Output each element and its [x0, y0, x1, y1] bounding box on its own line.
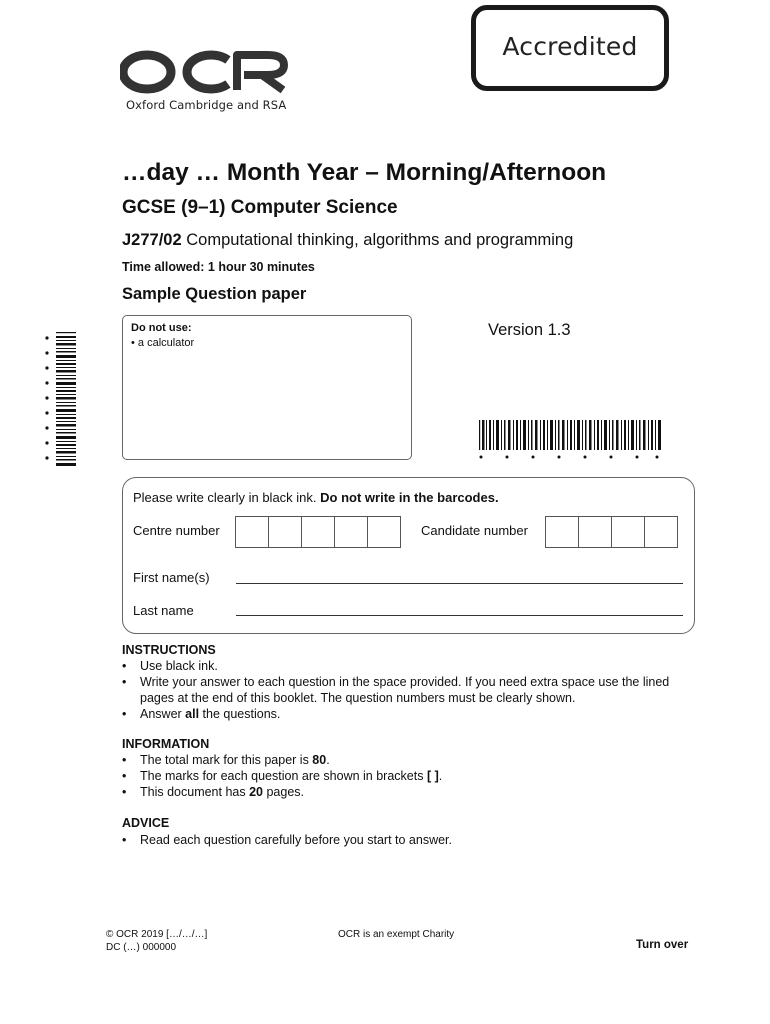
list-item: • Read each question carefully before you start to answer.: [122, 832, 702, 848]
list-item: • Answer all the questions.: [122, 706, 702, 722]
last-name-field[interactable]: [236, 615, 683, 616]
centre-number-cell[interactable]: [334, 516, 368, 548]
list-item: • The marks for each question are shown in brackets [ ].: [122, 768, 702, 784]
version-label: Version 1.3: [488, 321, 571, 339]
turn-over-label: Turn over: [636, 939, 689, 951]
unit-title: Computational thinking, algorithms and programming: [186, 231, 574, 249]
advice-heading: ADVICE: [122, 816, 170, 830]
first-name-label: First name(s): [133, 570, 210, 585]
list-item: • The total mark for this paper is 80.: [122, 752, 702, 768]
centre-number-cell[interactable]: [367, 516, 401, 548]
list-item: • This document has 20 pages.: [122, 784, 702, 800]
candidate-number-cell[interactable]: [578, 516, 612, 548]
list-item: • Use black ink.: [122, 658, 702, 674]
do-not-use-item: • a calculator: [131, 337, 195, 349]
time-allowed: Time allowed: 1 hour 30 minutes: [122, 260, 315, 274]
charity-notice: OCR is an exempt Charity: [338, 929, 455, 940]
instructions-heading: INSTRUCTIONS: [122, 643, 216, 657]
centre-number-cell[interactable]: [268, 516, 302, 548]
unit-title-line: [122, 231, 573, 250]
instructions-list: [122, 658, 702, 722]
document-code: DC (…) 000000: [106, 942, 177, 953]
write-note-bold: Do not write in the barcodes.: [320, 490, 499, 505]
candidate-number-cell[interactable]: [611, 516, 645, 548]
candidate-number-field[interactable]: [546, 516, 678, 548]
copyright-line: © OCR 2019 […/…/…]: [106, 929, 208, 940]
last-name-label: Last name: [133, 603, 194, 618]
centre-number-cell[interactable]: [235, 516, 269, 548]
do-not-use-title: Do not use:: [131, 322, 192, 334]
write-note-plain: Please write clearly in black ink.: [133, 490, 317, 505]
horizontal-barcode: [477, 420, 663, 460]
centre-number-field[interactable]: [236, 516, 401, 548]
accredited-stamp: [471, 5, 669, 91]
information-list: [122, 752, 702, 800]
candidate-number-cell[interactable]: [644, 516, 678, 548]
candidate-number-label: Candidate number: [421, 523, 528, 538]
copyright-notice: [106, 928, 207, 954]
paper-type: Sample Question paper: [122, 285, 307, 303]
exam-date-line: …day … Month Year – Morning/Afternoon: [122, 159, 607, 186]
do-not-use-box: [122, 315, 412, 460]
vertical-barcode: [40, 328, 80, 470]
advice-list: [122, 832, 702, 848]
logo-subtitle: Oxford Cambridge and RSA: [126, 98, 287, 112]
information-heading: INFORMATION: [122, 737, 210, 751]
centre-number-label: Centre number: [133, 523, 220, 538]
centre-number-cell[interactable]: [301, 516, 335, 548]
first-name-field[interactable]: [236, 583, 683, 584]
accredited-text: Accredited: [502, 32, 638, 61]
list-item: • Write your answer to each question in the space provided. If you need extra space use the lined pages at the end of this booklet. The question numbers must be clearly shown.: [122, 674, 702, 706]
unit-code: J277/02: [122, 231, 182, 249]
course-title: GCSE (9–1) Computer Science: [122, 197, 398, 218]
write-instructions: [133, 490, 499, 505]
candidate-number-cell[interactable]: [545, 516, 579, 548]
